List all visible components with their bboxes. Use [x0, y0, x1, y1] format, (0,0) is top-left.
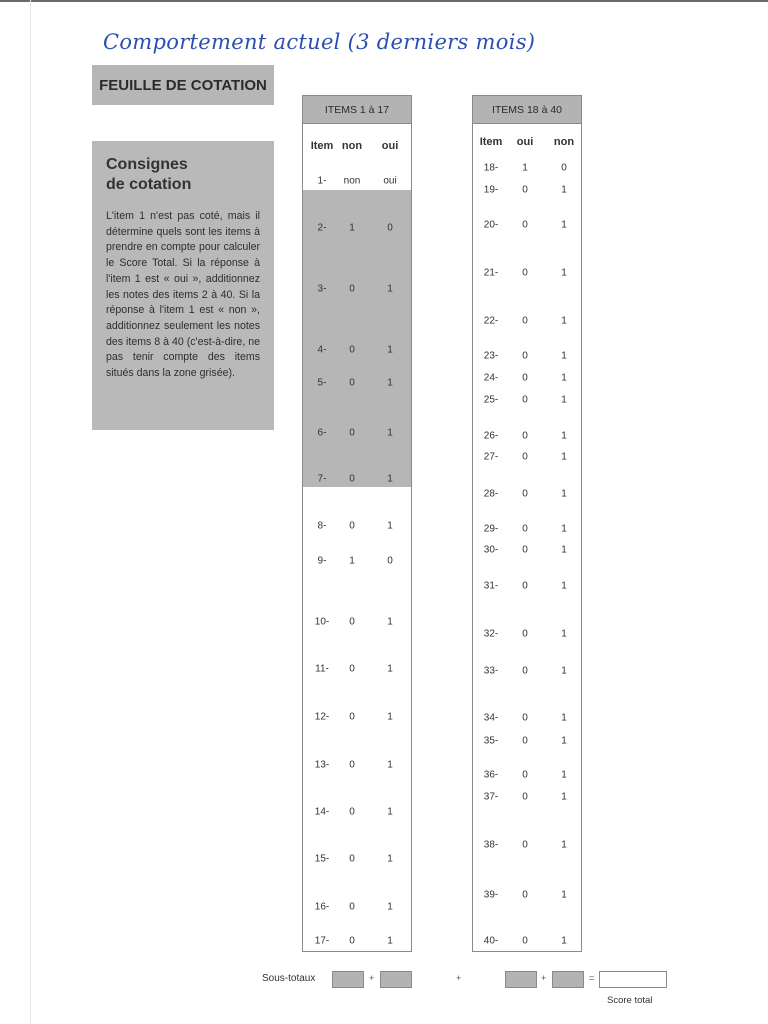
- column1-row-1-item: 2-: [317, 222, 327, 234]
- subtotals-label: Sous-totaux: [262, 973, 316, 984]
- column2-row-16-a: 0: [522, 712, 528, 724]
- column2-row-12-b: 1: [561, 544, 567, 556]
- column2-row-4-b: 1: [561, 315, 567, 327]
- column2-row-11-item: 29-: [483, 523, 499, 535]
- score-total-box[interactable]: [599, 971, 667, 988]
- column1-row-4-b: 1: [387, 377, 393, 389]
- column1-row-10-b: 1: [387, 663, 393, 675]
- column1-row-5-item: 6-: [317, 427, 327, 439]
- column2-row-6-item: 24-: [483, 372, 499, 384]
- column2-row-18-b: 1: [561, 769, 567, 781]
- column2-row-7-item: 25-: [483, 394, 499, 406]
- column2-row-6-a: 0: [522, 372, 528, 384]
- column2-row-3-a: 0: [522, 267, 528, 279]
- column2-row-21-a: 0: [522, 889, 528, 901]
- column2-header-2: non: [553, 136, 575, 148]
- column1-header-1: non: [341, 140, 363, 152]
- column2-row-6-b: 1: [561, 372, 567, 384]
- column2-row-0-item: 18-: [483, 162, 499, 174]
- column1-row-13-item: 14-: [314, 806, 330, 818]
- column1-row-16-item: 17-: [314, 935, 330, 947]
- column1-row-12-a: 0: [349, 759, 355, 771]
- column2-row-21-item: 39-: [483, 889, 499, 901]
- column2-row-0-b: 0: [561, 162, 567, 174]
- column1-row-10-a: 0: [349, 663, 355, 675]
- column2-row-3-b: 1: [561, 267, 567, 279]
- column2-row-9-a: 0: [522, 451, 528, 463]
- column1-row-0-item: 1-: [317, 175, 327, 187]
- column2-row-16-item: 34-: [483, 712, 499, 724]
- column1-row-5-a: 0: [349, 427, 355, 439]
- column2-row-10-item: 28-: [483, 488, 499, 500]
- column1-row-8-b: 0: [387, 555, 393, 567]
- column2-row-1-b: 1: [561, 184, 567, 196]
- column1-row-3-item: 4-: [317, 344, 327, 356]
- column1-row-8-a: 1: [349, 555, 355, 567]
- column1-row-11-item: 12-: [314, 711, 330, 723]
- column2-row-12-a: 0: [522, 544, 528, 556]
- column2-row-15-a: 0: [522, 665, 528, 677]
- column1-row-6-item: 7-: [317, 473, 327, 485]
- subtotal-box-2[interactable]: [380, 971, 412, 988]
- column2-row-15-item: 33-: [483, 665, 499, 677]
- instructions-box: [92, 141, 274, 430]
- column2-row-20-item: 38-: [483, 839, 499, 851]
- column1-row-13-b: 1: [387, 806, 393, 818]
- column2-row-2-item: 20-: [483, 219, 499, 231]
- column1-row-15-item: 16-: [314, 901, 330, 913]
- items-1-17-column: [302, 95, 412, 952]
- column2-row-14-item: 32-: [483, 628, 499, 640]
- instructions-title-line2: de cotation: [106, 176, 192, 193]
- equals-sign: =: [589, 973, 595, 983]
- column1-row-2-b: 1: [387, 283, 393, 295]
- subtotal-box-1[interactable]: [332, 971, 364, 988]
- column1-row-15-b: 1: [387, 901, 393, 913]
- column2-row-11-b: 1: [561, 523, 567, 535]
- column1-row-8-item: 9-: [317, 555, 327, 567]
- column2-row-8-item: 26-: [483, 430, 499, 442]
- plus-sign-1: +: [369, 973, 375, 983]
- column1-row-16-b: 1: [387, 935, 393, 947]
- subtotal-box-3[interactable]: [505, 971, 537, 988]
- column2-row-9-item: 27-: [483, 451, 499, 463]
- column2-row-11-a: 0: [522, 523, 528, 535]
- column1-row-16-a: 0: [349, 935, 355, 947]
- column1-row-6-a: 0: [349, 473, 355, 485]
- column2-row-20-a: 0: [522, 839, 528, 851]
- column2-row-1-item: 19-: [483, 184, 499, 196]
- column2-row-5-item: 23-: [483, 350, 499, 362]
- column2-row-3-item: 21-: [483, 267, 499, 279]
- column2-row-17-b: 1: [561, 735, 567, 747]
- column2-row-7-a: 0: [522, 394, 528, 406]
- column1-row-0-a: non: [343, 175, 361, 187]
- column2-row-18-a: 0: [522, 769, 528, 781]
- column1-row-9-b: 1: [387, 616, 393, 628]
- column1-row-5-b: 1: [387, 427, 393, 439]
- column1-row-6-b: 1: [387, 473, 393, 485]
- column2-row-14-b: 1: [561, 628, 567, 640]
- column1-row-7-item: 8-: [317, 520, 327, 532]
- items-18-40-column: [472, 95, 582, 952]
- column2-row-19-b: 1: [561, 791, 567, 803]
- column2-row-13-b: 1: [561, 580, 567, 592]
- column2-row-4-a: 0: [522, 315, 528, 327]
- column1-row-1-b: 0: [387, 222, 393, 234]
- column1-row-14-b: 1: [387, 853, 393, 865]
- column1-title: ITEMS 1 à 17: [303, 96, 411, 124]
- column2-header-0: Item: [479, 136, 503, 148]
- column2-row-19-a: 0: [522, 791, 528, 803]
- column1-row-12-item: 13-: [314, 759, 330, 771]
- column1-row-4-a: 0: [349, 377, 355, 389]
- column2-row-13-a: 0: [522, 580, 528, 592]
- column1-row-14-item: 15-: [314, 853, 330, 865]
- column2-row-8-a: 0: [522, 430, 528, 442]
- column1-row-2-a: 0: [349, 283, 355, 295]
- scan-left-edge: [30, 0, 31, 1024]
- column2-row-4-item: 22-: [483, 315, 499, 327]
- column1-row-12-b: 1: [387, 759, 393, 771]
- plus-sign-3: +: [541, 973, 547, 983]
- column2-row-18-item: 36-: [483, 769, 499, 781]
- column2-row-7-b: 1: [561, 394, 567, 406]
- column1-row-11-b: 1: [387, 711, 393, 723]
- column1-row-13-a: 0: [349, 806, 355, 818]
- column2-row-10-a: 0: [522, 488, 528, 500]
- column2-row-15-b: 1: [561, 665, 567, 677]
- column2-row-16-b: 1: [561, 712, 567, 724]
- column1-row-3-b: 1: [387, 344, 393, 356]
- column1-header-0: Item: [310, 140, 334, 152]
- column2-row-22-b: 1: [561, 935, 567, 947]
- column2-row-2-b: 1: [561, 219, 567, 231]
- column1-row-10-item: 11-: [315, 663, 329, 675]
- column2-row-9-b: 1: [561, 451, 567, 463]
- scan-top-edge: [0, 0, 768, 2]
- column2-row-13-item: 31-: [483, 580, 499, 592]
- column2-row-19-item: 37-: [483, 791, 499, 803]
- column1-row-1-a: 1: [349, 222, 355, 234]
- column2-row-12-item: 30-: [483, 544, 499, 556]
- column2-row-14-a: 0: [522, 628, 528, 640]
- column2-row-20-b: 1: [561, 839, 567, 851]
- sheet-title: FEUILLE DE COTATION: [92, 65, 274, 105]
- column2-row-5-b: 1: [561, 350, 567, 362]
- column2-row-17-item: 35-: [483, 735, 499, 747]
- column1-row-7-a: 0: [349, 520, 355, 532]
- column1-row-11-a: 0: [349, 711, 355, 723]
- column1-row-9-a: 0: [349, 616, 355, 628]
- column2-row-2-a: 0: [522, 219, 528, 231]
- subtotal-box-4[interactable]: [552, 971, 584, 988]
- column1-row-4-item: 5-: [317, 377, 327, 389]
- grey-zone: [303, 190, 411, 487]
- column2-row-5-a: 0: [522, 350, 528, 362]
- column1-header-2: oui: [381, 140, 399, 152]
- instructions-title: [106, 155, 260, 195]
- column1-row-9-item: 10-: [314, 616, 330, 628]
- column2-row-22-a: 0: [522, 935, 528, 947]
- column2-row-22-item: 40-: [483, 935, 499, 947]
- column2-row-8-b: 1: [561, 430, 567, 442]
- column1-row-2-item: 3-: [317, 283, 327, 295]
- column1-row-15-a: 0: [349, 901, 355, 913]
- column1-row-14-a: 0: [349, 853, 355, 865]
- plus-sign-2: +: [456, 973, 462, 983]
- column2-row-0-a: 1: [522, 162, 528, 174]
- column2-title: ITEMS 18 à 40: [473, 96, 581, 124]
- column1-row-0-b: oui: [383, 175, 397, 187]
- column2-row-10-b: 1: [561, 488, 567, 500]
- instructions-title-line1: Consignes: [106, 156, 188, 173]
- column2-row-21-b: 1: [561, 889, 567, 901]
- column2-header-1: oui: [516, 136, 534, 148]
- column2-row-1-a: 0: [522, 184, 528, 196]
- column1-row-3-a: 0: [349, 344, 355, 356]
- score-total-label: Score total: [607, 995, 653, 1006]
- column1-row-7-b: 1: [387, 520, 393, 532]
- column2-row-17-a: 0: [522, 735, 528, 747]
- handwritten-note: Comportement actuel (3 derniers mois): [103, 30, 536, 54]
- instructions-body: L'item 1 n'est pas coté, mais il détermine quels sont les items à prendre en compte pour calculer le Score Total. Si la réponse à l'item 1 est « oui », additionnez les notes des items 2 à 40. Si la réponse à l'item 1 est « non », additionnez seulement les notes des items 8 à 40 (c'est-à-dire, ne pas tenir compte des items situés dans la zone grisée).: [106, 210, 260, 380]
